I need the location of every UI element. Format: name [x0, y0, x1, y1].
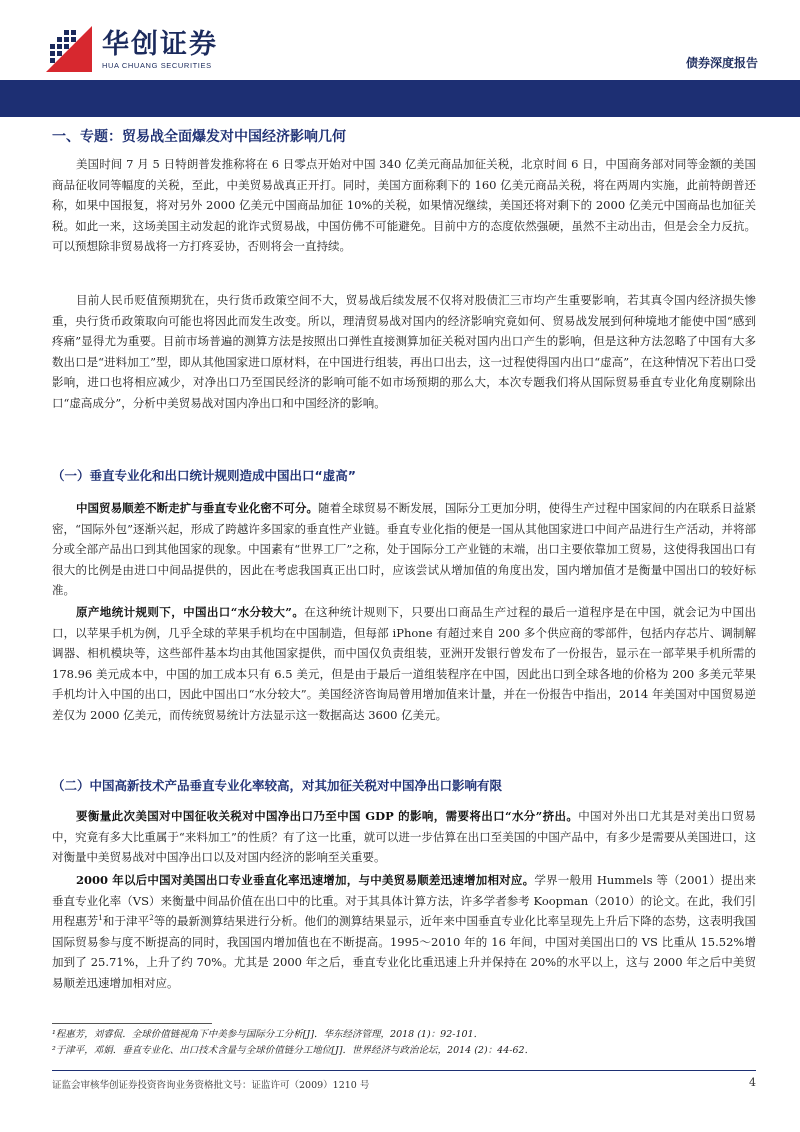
- paragraph-1: 美国时间 7 月 5 日特朗普发推称将在 6 日零点开始对中国 340 亿美元商品加征关税，北京时间 6 日，中国商务部对同等金额的美国商品征收同等幅度的关税，至此，中美贸易战真正开打。同时，美国方面称剩下的 160 亿美元商品关税，将在两周内实施，此前特朗普还称，如果中国报复，将对另外 2000 亿美元中国商品加征 10%的关税，如果情况继续，美国还将对剩下的 2000 亿美元中国商品也加征关税。如此一来，这场美国主动发起的讹诈式贸易战，中国仿佛不可能避免。目前中方的态度依然强硬，虽然不主动出击，但是会全力反抗。可以预想除非贸易战将一方打疼妥协，否则将会一直持续。: [52, 157, 756, 254]
- report-type-label: 债券深度报告: [685, 56, 758, 70]
- footnote-2: ²于津平，邓娟．垂直专业化、出口技术含量与全球价值链分工地位[J]．世界经济与政治论坛，2014 (2)：44-62．: [52, 1045, 535, 1056]
- footnote-ref-2[interactable]: 2: [149, 914, 154, 923]
- paragraph-3-body: 随着全球贸易不断发展，国际分工更加分明，使得生产过程中国家间的内在联系日益紧密，“国际外包”逐渐兴起，形成了跨越许多国家的垂直性产业链。垂直专业化指的便是一国从其他国家进口中间产品进行生产活动，并将部分或全部产品出口到其他国家的现象。中国素有“世界工厂”之称，处于国际分工产业链的末端，出口主要依靠加工贸易，这使得我国出口有很大的比例是由进口中间品提供的，因此在考虑我国真正出口时，应该尝试从增加值的角度出发，国内增加值才是衡量中国出口的较好标准。: [52, 501, 756, 598]
- paragraph-5-body: 中国对外出口尤其是对美出口贸易中，究竟有多大比重属于“来料加工”的性质？有了这一比重，就可以进一步估算在出口至美国的中国产品中，有多少是需要从美国进口，这对衡量中美贸易战对中国净出口以及对国内经济的影响至关重要。: [52, 809, 756, 865]
- huachuang-logo-icon: [42, 22, 98, 78]
- company-logo: [42, 22, 218, 78]
- paragraph-6-body-b: 和于津平: [102, 914, 150, 929]
- footnote-divider: [52, 1023, 212, 1024]
- paragraph-6: [52, 870, 756, 994]
- logo-english-name: HUA CHUANG SECURITIES: [102, 61, 212, 70]
- paragraph-4: [52, 602, 756, 726]
- paragraph-4-lead: 原产地统计规则下，中国出口“水分较大”。: [76, 605, 305, 619]
- paragraph-6-body-c: 等的最新测算结果进行分析。他们的测算结果显示，近年来中国垂直专业化比率呈现先上升后下降的态势，这表明我国国际贸易参与度不断提高的同时，我国国内增加值也在不断提高。1995～2010 年的 16 年间，中国对美国出口的 VS 比重从 15.52%增加到了 25.71%，上升了约 70%。尤其是 2000 年之后，垂直专业化比重迅速上升并保持在 20%的水平以上，这与 2000 年之后中美贸易顺差迅速增加相对应。: [52, 914, 757, 990]
- section-title: 一、专题：贸易战全面爆发对中国经济影响几何: [52, 129, 346, 145]
- subsection-title-2: （二）中国高新技术产品垂直专业化率较高，对其加征关税对中国净出口影响有限: [52, 778, 503, 793]
- footer-divider: [52, 1070, 756, 1071]
- header-band: [0, 80, 800, 117]
- page-header: [0, 0, 800, 118]
- license-statement: 证监会审核华创证券投资咨询业务资格批文号：证监许可（2009）1210 号: [52, 1080, 370, 1091]
- footnote-1: ¹程惠芳，刘睿侃．全球价值链视角下中美参与国际分工分析[J]．华东经济管理，2018 (1)：92-101．: [52, 1029, 484, 1040]
- paragraph-3-lead: 中国贸易顺差不断走扩与垂直专业化密不可分。: [76, 501, 319, 515]
- logo-chinese-name: 华创证券: [102, 29, 218, 60]
- paragraph-5: [52, 806, 756, 868]
- subsection-title-1: （一）垂直专业化和出口统计规则造成中国出口“虚高”: [52, 468, 356, 483]
- paragraph-6-body-a: 学界一般用 Hummels 等（2001）提出来垂直专业化率（VS）来衡量中间品价值在出口中的比重。对于其具体计算方法，许多学者参考 Koopman（2010）的论文。在此，我们引用程惠芳: [52, 873, 756, 929]
- footnote-ref-1[interactable]: 1: [98, 914, 103, 923]
- paragraph-3: [52, 498, 756, 601]
- paragraph-2: 目前人民币贬值预期犹在，央行货币政策空间不大，贸易战后续发展不仅将对股债汇三市均产生重要影响，若其真令国内经济损失惨重，央行货币政策取向可能也将因此而发生改变。所以，理清贸易战对国内的经济影响究竟如何、贸易战发展到何种境地才能使中国“感到疼痛”显得尤为重要。目前市场普遍的测算方法是按照出口弹性直接测算加征关税对国内出口产生的影响，但是这种方法忽略了中国有大多数出口是“进料加工”型，即从其他国家进口原材料，在中国进行组装，再出口出去，这一过程使得国内出口“虚高”，在这种情况下若出口受影响，进口也将相应减少，对净出口乃至国民经济的影响可能不如市场预期的那么大，本次专题我们将从国际贸易垂直专业化角度剔除出口“虚高成分”，分析中美贸易战对国内净出口和中国经济的影响。: [52, 293, 756, 410]
- paragraph-4-body: 在这种统计规则下，只要出口商品生产过程的最后一道程序是在中国，就会记为中国出口，以苹果手机为例，几乎全球的苹果手机均在中国制造，但每部 iPhone 有超过来自 200 多个供应商的零部件，包括内存芯片、调制解调器、相机模块等，这些部件基本均由其他国家提供，而中国仅负责组装，亚洲开发银行曾发布了一份报告，显示在一部苹果手机所需的 178.96 美元成本中，中国的加工成本只有 6.5 美元，但是由于最后一道组装程序在中国，因此出口到全球各地的价格为 200 多美元苹果手机均计入中国的出口，因此中国出口“水分较大”。美国经济咨询局曾用增加值来计量，并在一份报告中指出，2014 年美国对中国贸易逆差仅为 2000 亿美元，而传统贸易统计方法显示这一数据高达 3600 亿美元。: [52, 605, 756, 722]
- page-number: 4: [749, 1076, 756, 1089]
- paragraph-5-lead: 要衡量此次美国对中国征收关税对中国净出口乃至中国 GDP 的影响，需要将出口“水分”挤出。: [76, 809, 579, 823]
- paragraph-6-lead: 2000 年以后中国对美国出口专业垂直化率迅速增加，与中美贸易顺差迅速增加相对应。: [76, 873, 535, 887]
